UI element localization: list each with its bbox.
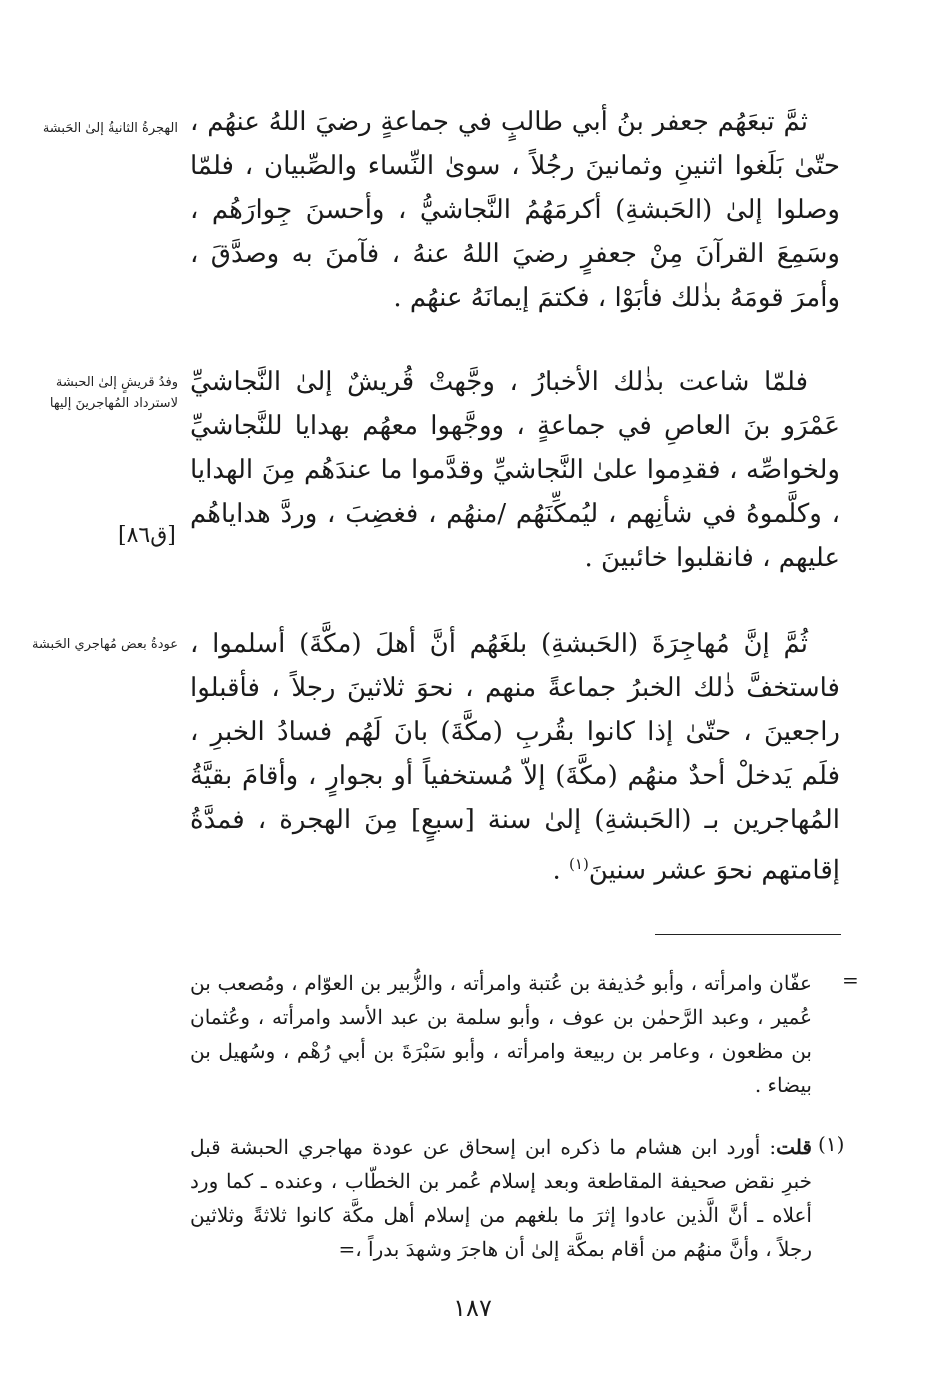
manuscript-leaf-reference: [ق٨٦] bbox=[118, 523, 176, 548]
footnote-number: (١) bbox=[818, 1132, 845, 1156]
paragraph-second-migration: ثمَّ تبعَهُم جعفر بنُ أبي طالبٍ في جماعةٍ رضيَ اللهُ عنهُم ، حتّىٰ بَلَغوا اثنينِ وثمانينَ رجُلاً ، سوىٰ النِّساء والصِّبيان ، فلمّا وصلوا إلىٰ (الحَبشةِ) أكرمَهُمُ النَّجاشيُّ ، وأحسنَ جِوارَهُم ، وسَمِعَ القرآنَ مِنْ جعفرٍ رضيَ اللهُ عنهُ ، فآمنَ به وصدَّقَ ، وأمرَ قومَهُ بذٰلك فأبَوْا ، فكتمَ إيمانَهُ عنهُم . bbox=[190, 107, 840, 313]
margin-note-second-migration: الهجرةُ الثانيةُ إلىٰ الحَبشة bbox=[42, 121, 178, 136]
footnote-continuation: عفّان وامرأته ، وأبو حُذيفة بن عُتبة وامرأته ، والزُّبير بن العوّام ، ومُصعب بن عُمير ، وعبد الرَّحمٰن بن عوف ، وأبو سلمة بن عبد الأسد وامرأته ، وعُثمان بن مظعون ، وعامر بن ربيعة وامرأته ، وأبو سَبْرَةَ بن أبي رُهْم ، وسُهيل بن بيضاء . bbox=[190, 971, 813, 1097]
footnote-label: قلت bbox=[776, 1135, 812, 1159]
footnote-text: : أورد ابن هشام ما ذكره ابن إسحاق عن عودة مهاجري الحبشة قبل خبرِ نقض صحيفة المقاطعة وبعد إسلام عُمر بن الخطّاب ، وعنده ـ كما ورد أعلاه ـ أنَّ الَّذين عادوا إثرَ ما بلغهم من إسلام أهل مكَّة كانوا ثلاثةً وثلاثين رجلاً ، وأنَّ منهُم من أقام بمكَّة إلىٰ أن هاجرَ وشهدَ بدراً ،= bbox=[190, 1135, 812, 1261]
main-text-block-3 bbox=[190, 622, 840, 893]
margin-note-return-of-migrants: عودةُ بعض مُهاجري الحَبشة bbox=[31, 637, 178, 652]
footnote-continuation-marker: = bbox=[842, 968, 859, 992]
paragraph-return-text: ثُمَّ إنَّ مُهاجِرَةَ (الحَبشةِ) بلغَهُم أنَّ أهلَ (مكَّةَ) أسلموا ، فاستخفَّ ذٰلك الخبرُ جماعةً منهم ، نحوَ ثلاثينَ رجلاً ، فأقبلوا راجعينَ ، حتّىٰ إذا كانوا بقُربِ (مكَّةَ) بانَ لَهُم فسادُ الخبرِ ، فلَم يَدخلْ أحدٌ منهُم (مكَّةَ) إلاّ مُستخفياً أو بجوارٍ ، وأقامَ بقيَّةُ المُهاجرين بـ (الحَبشةِ) إلىٰ سنة [سبعٍ] مِنَ الهجرة ، فمدَّةُ إقامتهم نحوَ عشر سنينَ bbox=[190, 629, 841, 886]
footnote-1 bbox=[190, 1130, 812, 1266]
main-text-block-2 bbox=[190, 360, 840, 580]
footnote-separator bbox=[655, 934, 841, 935]
footnote-reference[interactable]: (١) bbox=[569, 855, 589, 873]
page-number: ١٨٧ bbox=[453, 1294, 492, 1322]
paragraph-quraysh-delegation: فلمّا شاعت بذٰلك الأخبارُ ، وجَّهتْ قُريشٌ إلىٰ النَّجاشيِّ عَمْرَو بنَ العاصِ في جماعةٍ ، ووجَّهوا معهُم بهدايا للنَّجاشيِّ ولخواصِّه ، فقدِموا علىٰ النَّجاشيِّ وقدَّموا ما عندَهُم مِنَ الهدايا ، وكلَّموهُ في شأنِهم ، ليُمكِّنَهُم /منهُم ، فغضِبَ ، وردَّ هداياهُم عليهم ، فانقلبوا خائبينَ . bbox=[190, 367, 840, 573]
margin-note-quraysh-delegation: وفدُ قريشٍ إلىٰ الحبشة لاسترداد المُهاجرينَ إليها bbox=[49, 375, 178, 411]
paragraph-return-of-migrants bbox=[190, 622, 840, 893]
main-text-block bbox=[190, 100, 840, 320]
paragraph-end: . bbox=[552, 855, 570, 886]
